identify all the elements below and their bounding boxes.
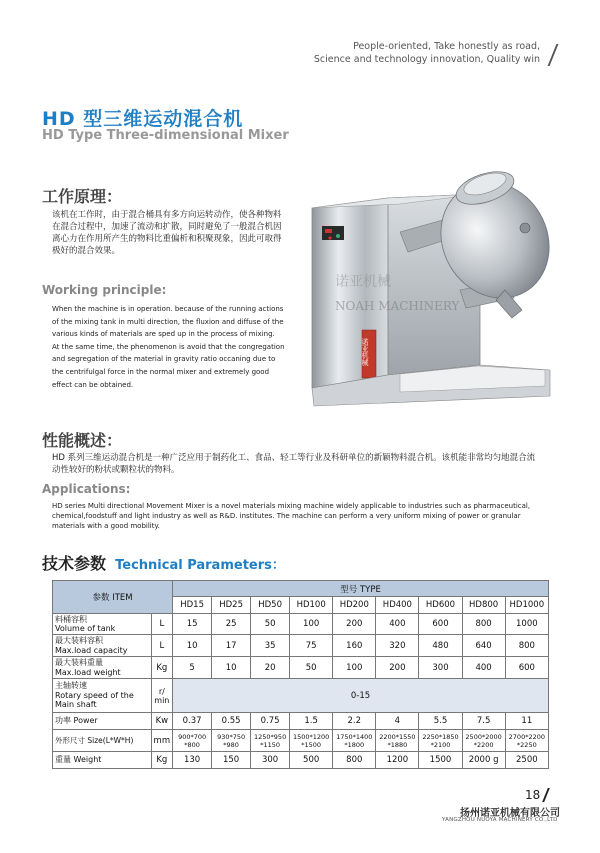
table-cell: 0.37 xyxy=(173,713,212,730)
size-line: 2200*1550 xyxy=(379,732,416,741)
table-cell: 130 xyxy=(173,752,212,769)
table-cell: 300 xyxy=(251,752,290,769)
model-cell: HD25 xyxy=(212,597,251,614)
table-row-speed xyxy=(53,679,549,713)
table-cell: 600 xyxy=(419,614,462,635)
working-cn-line: 极好的混合效果。 xyxy=(52,246,121,256)
working-body-en xyxy=(52,303,285,391)
row-label-cn: 最大装料容积 xyxy=(55,636,103,645)
table-cell xyxy=(376,730,419,752)
row-label-en: Volume of tank xyxy=(55,624,116,633)
table-cell: 4 xyxy=(376,713,419,730)
table-cell xyxy=(333,730,376,752)
working-heading-en: Working principle: xyxy=(42,283,167,297)
working-cn-line: 该机在工作时，由于混合桶具有多方向运转动作，使各种物料 xyxy=(52,210,282,220)
size-line: 1500*1200 xyxy=(292,732,330,741)
size-line: *1800 xyxy=(344,740,365,749)
size-line: *1150 xyxy=(260,740,280,749)
table-row xyxy=(53,635,549,657)
table-cell: 10 xyxy=(212,657,251,679)
size-line: *1880 xyxy=(387,740,408,749)
table-cell: 400 xyxy=(376,614,419,635)
table-cell xyxy=(212,730,251,752)
table-cell xyxy=(462,730,505,752)
table-header-row xyxy=(53,581,549,597)
table-row-size xyxy=(53,730,549,752)
row-label xyxy=(53,614,152,635)
row-label-cn: 主轴转速 xyxy=(55,681,87,691)
slogan-line-2: Science and technology innovation, Quality win xyxy=(313,54,540,65)
size-line: *1500 xyxy=(301,740,322,749)
watermark-cn: 诺亚机械 xyxy=(335,274,391,290)
working-en-line: and segregation of the material in gravity ratio occaning due to xyxy=(52,355,276,364)
size-line: 2250*1850 xyxy=(422,732,459,741)
table-row xyxy=(53,614,549,635)
table-cell: 400 xyxy=(462,657,505,679)
row-unit: r/ min xyxy=(151,679,173,713)
model-cell: HD800 xyxy=(462,597,505,614)
performance-body-cn xyxy=(52,452,562,476)
table-row-weight xyxy=(53,752,549,769)
working-cn-line: 在混合过程中，加速了流动和扩散，同时避免了一般混合机因 xyxy=(52,222,282,232)
applications-heading-en: Applications: xyxy=(42,482,131,496)
row-unit: mm xyxy=(151,730,173,752)
table-cell: 150 xyxy=(212,752,251,769)
table-cell: 2.2 xyxy=(333,713,376,730)
slogan-slash-decor xyxy=(548,44,559,66)
table-cell: 15 xyxy=(173,614,212,635)
row-label xyxy=(53,657,152,679)
row-label: 功率 Power xyxy=(53,713,152,730)
page-title-cn: HD 型三维运动混合机 xyxy=(42,108,244,130)
table-cell: 1000 xyxy=(505,614,548,635)
table-cell: 17 xyxy=(212,635,251,657)
model-cell: HD400 xyxy=(376,597,419,614)
row-label-cn: 料桶容积 xyxy=(55,614,87,624)
table-cell: 35 xyxy=(251,635,290,657)
performance-cn-line: 动性较好的粉状或颗粒状的物料。 xyxy=(52,465,180,475)
row-label-en: Max.load weight xyxy=(55,667,121,677)
row-label xyxy=(53,635,152,657)
table-cell: 5.5 xyxy=(419,713,462,730)
mixer-machine-image xyxy=(300,160,560,412)
table-cell: 100 xyxy=(333,657,376,679)
size-line: *980 xyxy=(223,740,239,749)
row-label xyxy=(53,679,152,713)
table-cell xyxy=(505,730,548,752)
tech-heading-en: Technical Parameters： xyxy=(115,558,285,573)
table-cell: 2500 xyxy=(505,752,548,769)
table-cell: 800 xyxy=(462,614,505,635)
row-label: 重量 Weight xyxy=(53,752,152,769)
page-title-en: HD Type Three-dimensional Mixer xyxy=(42,128,289,143)
parameters-table xyxy=(52,580,549,769)
working-en-line: the centrifulgal force in the normal mixer and extremely good xyxy=(52,367,270,376)
table-cell: 200 xyxy=(333,614,376,635)
row-unit: Kg xyxy=(151,752,173,769)
table-row xyxy=(53,657,549,679)
table-cell: 11 xyxy=(505,713,548,730)
working-body-cn xyxy=(52,209,282,257)
model-cell: HD50 xyxy=(251,597,290,614)
table-cell: 25 xyxy=(212,614,251,635)
size-line: 1250*950 xyxy=(254,732,287,741)
table-cell: 75 xyxy=(290,635,333,657)
table-cell: 160 xyxy=(333,635,376,657)
table-cell: 50 xyxy=(290,657,333,679)
applications-en-line: chemical,foodstuff and light industry as well as R&D. institutes. The machine can perform a very uniform mixing of power or granular xyxy=(52,512,521,520)
table-cell: 640 xyxy=(462,635,505,657)
table-cell: 50 xyxy=(251,614,290,635)
table-cell: 2000 g xyxy=(462,752,505,769)
row-label-en: Max.load capacity xyxy=(55,645,128,655)
performance-cn-line: HD 系列三维运动混合机是一种广泛应用于制药化工、食品、轻工等行业及科研单位的新颖物料混合机。该机能非常均匀地混合流 xyxy=(52,453,536,463)
size-line: 2500*2000 xyxy=(465,732,502,741)
row-label-en: Rotary speed of the Main shaft xyxy=(55,690,134,710)
table-cell: 20 xyxy=(251,657,290,679)
row-unit: L xyxy=(151,635,173,657)
working-heading-cn: 工作原理： xyxy=(42,187,123,206)
row-unit: L xyxy=(151,614,173,635)
size-line: 2700*2200 xyxy=(508,732,545,741)
performance-heading-cn: 性能概述： xyxy=(42,431,123,450)
working-en-line: When the machine is in operation. because of the running actions xyxy=(52,305,284,313)
model-cell: HD100 xyxy=(290,597,333,614)
watermark-en: NOAH MACHINERY xyxy=(335,299,460,313)
table-cell: 7.5 xyxy=(462,713,505,730)
size-line: 930*750 xyxy=(217,732,246,741)
size-line: *800 xyxy=(184,740,200,749)
table-row-power xyxy=(53,713,549,730)
size-line: 1750*1400 xyxy=(336,732,373,741)
model-cell: HD600 xyxy=(419,597,462,614)
table-cell: 500 xyxy=(290,752,333,769)
size-line: *2250 xyxy=(516,740,537,749)
model-cell: HD15 xyxy=(173,597,212,614)
table-cell: 100 xyxy=(290,614,333,635)
row-label: 外形尺寸 Size(L*W*H) xyxy=(53,730,152,752)
table-cell: 0.55 xyxy=(212,713,251,730)
applications-en-line: HD series Multi directional Movement Mixer is a novel materials mixing machine widely applicable to industries such as pharmaceutical, xyxy=(52,502,531,510)
table-cell: 800 xyxy=(505,635,548,657)
table-cell: 800 xyxy=(333,752,376,769)
applications-body-en xyxy=(52,501,530,531)
page-number: 18 xyxy=(525,788,541,802)
company-name-en: YANGZHOU NUOYA MACHINERY CO.,LTD xyxy=(442,817,558,823)
model-header: 型号 TYPE xyxy=(173,581,549,597)
item-header: 参数 ITEM xyxy=(53,581,173,614)
table-cell: 300 xyxy=(419,657,462,679)
table-cell xyxy=(173,730,212,752)
size-line: *2200 xyxy=(473,740,494,749)
tech-heading xyxy=(42,551,285,574)
table-cell: 1500 xyxy=(419,752,462,769)
table-cell: 5 xyxy=(173,657,212,679)
speed-value: 0-15 xyxy=(173,679,549,713)
row-label-cn: 最大装料重量 xyxy=(55,658,103,667)
slogan-line-1: People-oriented, Take honestly as road, xyxy=(353,41,540,52)
model-cell: HD1000 xyxy=(505,597,548,614)
page-slash-decor xyxy=(542,788,549,802)
table-cell xyxy=(251,730,290,752)
table-cell: 200 xyxy=(376,657,419,679)
size-line: 900*700 xyxy=(178,732,207,741)
row-unit: Kw xyxy=(151,713,173,730)
working-en-line: At the same time, the phenomenon is avoid that the congregation xyxy=(52,342,285,351)
header-slogan xyxy=(314,40,540,66)
table-cell: 1.5 xyxy=(290,713,333,730)
table-cell: 320 xyxy=(376,635,419,657)
working-en-line: of the mixing tank in multi direction, the fluxion and diffuse of the xyxy=(52,317,284,326)
nameplate-text: 诺亚机械 xyxy=(361,338,369,366)
table-cell xyxy=(419,730,462,752)
working-en-line: effect can be obtained. xyxy=(52,380,134,389)
model-cell: HD200 xyxy=(333,597,376,614)
row-unit: Kg xyxy=(151,657,173,679)
applications-en-line: materials with a good mobility. xyxy=(52,522,160,530)
working-en-line: various kinds of materials are sped up in the process of mixing. xyxy=(52,330,275,339)
table-cell xyxy=(290,730,333,752)
company-name-cn: 扬州诺亚机械有限公司 xyxy=(460,808,560,819)
table-cell: 1200 xyxy=(376,752,419,769)
table-cell: 10 xyxy=(173,635,212,657)
tech-heading-cn: 技术参数 xyxy=(42,554,107,573)
size-line: *2100 xyxy=(430,740,451,749)
table-cell: 0.75 xyxy=(251,713,290,730)
working-cn-line: 离心力在作用所产生的物料比重偏析和积聚现象，因此可取得 xyxy=(52,234,282,244)
table-cell: 480 xyxy=(419,635,462,657)
table-cell: 600 xyxy=(505,657,548,679)
